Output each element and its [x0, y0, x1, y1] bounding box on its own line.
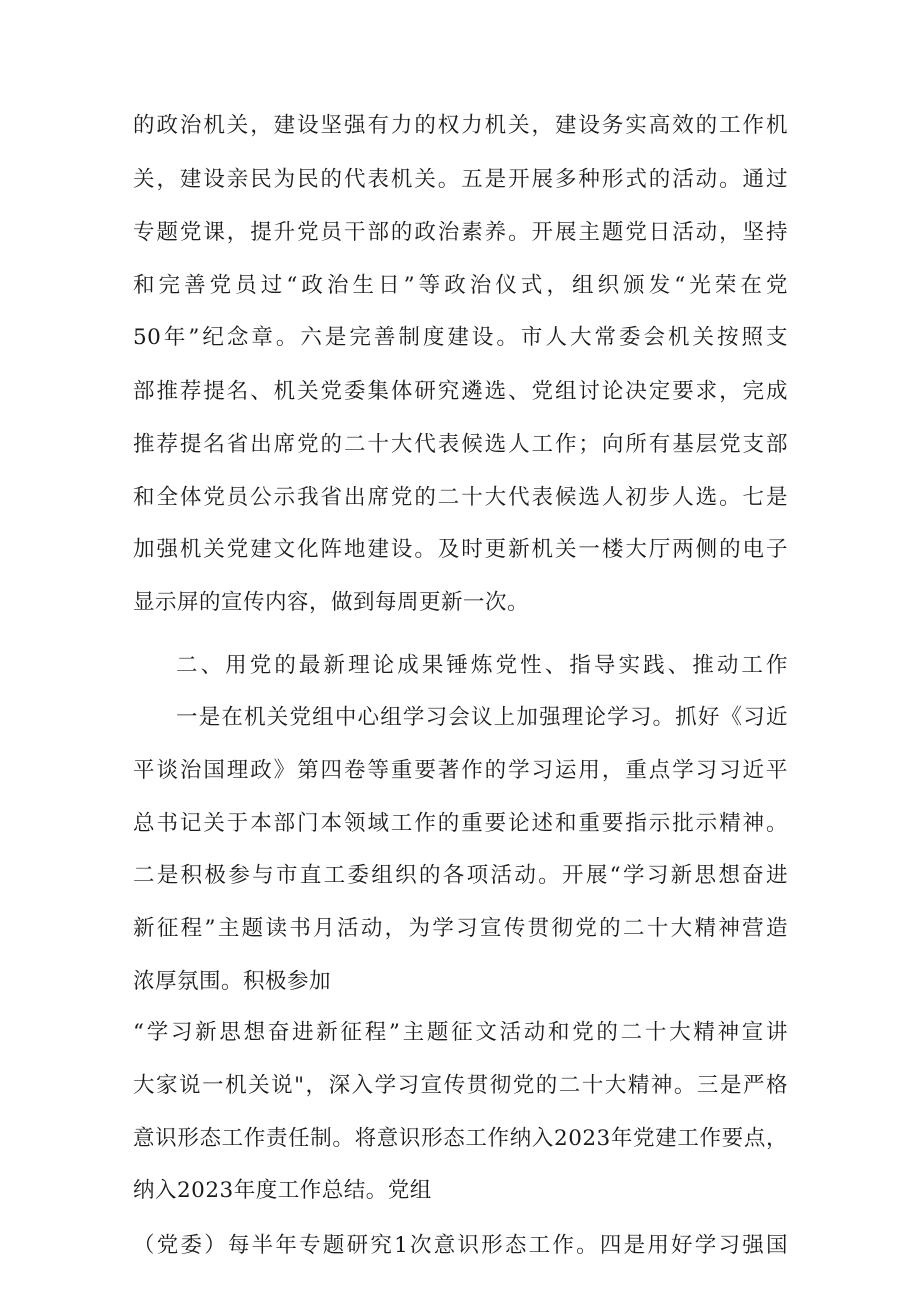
text-line: 总书记关于本部门本领域工作的重要论述和重要指示批示精神。	[133, 811, 788, 836]
text-line: 和全体党员公示我省出席党的二十大代表候选人初步人选。七是	[133, 485, 788, 510]
text-line: 和完善党员过“政治生日”等政治仪式，组织颁发“光荣在党	[133, 273, 788, 298]
text-line: 推荐提名省出席党的二十大代表候选人工作；向所有基层党支部	[133, 432, 788, 457]
text-line: 的政治机关，建设坚强有力的权力机关，建设务实高效的工作机	[133, 113, 788, 138]
text-line: 纳入2023年度工作总结。党组	[133, 1178, 432, 1203]
text-line: 平谈治国理政》第四卷等重要著作的学习运用，重点学习习近平	[133, 758, 788, 783]
text-line: 新征程”主题读书月活动，为学习宣传贯彻党的二十大精神营造	[133, 916, 788, 941]
text-line: 浓厚氛围。积极参加	[133, 969, 332, 994]
text-line: 一是在机关党组中心组学习会议上加强理论学习。抓好《习近	[176, 705, 788, 730]
text-line: 二是积极参与市直工委组织的各项活动。开展“学习新思想奋进	[133, 863, 788, 888]
text-line: 显示屏的宣传内容，做到每周更新一次。	[133, 590, 530, 615]
text-line: 加强机关党建文化阵地建设。及时更新机关一楼大厅两侧的电子	[133, 537, 788, 562]
section-heading: 二、用党的最新理论成果锤炼党性、指导实践、推动工作	[176, 653, 788, 678]
text-line: 专题党课，提升党员干部的政治素养。开展主题党日活动，坚持	[133, 220, 788, 245]
text-line: 关，建设亲民为民的代表机关。五是开展多种形式的活动。通过	[133, 167, 788, 192]
text-line: （党委）每半年专题研究1次意识形态工作。四是用好学习强国	[133, 1233, 788, 1258]
text-line: “学习新思想奋进新征程”主题征文活动和党的二十大精神宣讲	[133, 1020, 788, 1045]
text-line: 50年”纪念章。六是完善制度建设。市人大常委会机关按照支	[133, 325, 788, 350]
text-line: 部推荐提名、机关党委集体研究遴选、党组讨论决定要求，完成	[133, 379, 788, 404]
text-line: 大家说一机关说"，深入学习宣传贯彻党的二十大精神。三是严格	[133, 1073, 788, 1098]
text-line: 意识形态工作责任制。将意识形态工作纳入2023年党建工作要点，	[133, 1126, 788, 1151]
